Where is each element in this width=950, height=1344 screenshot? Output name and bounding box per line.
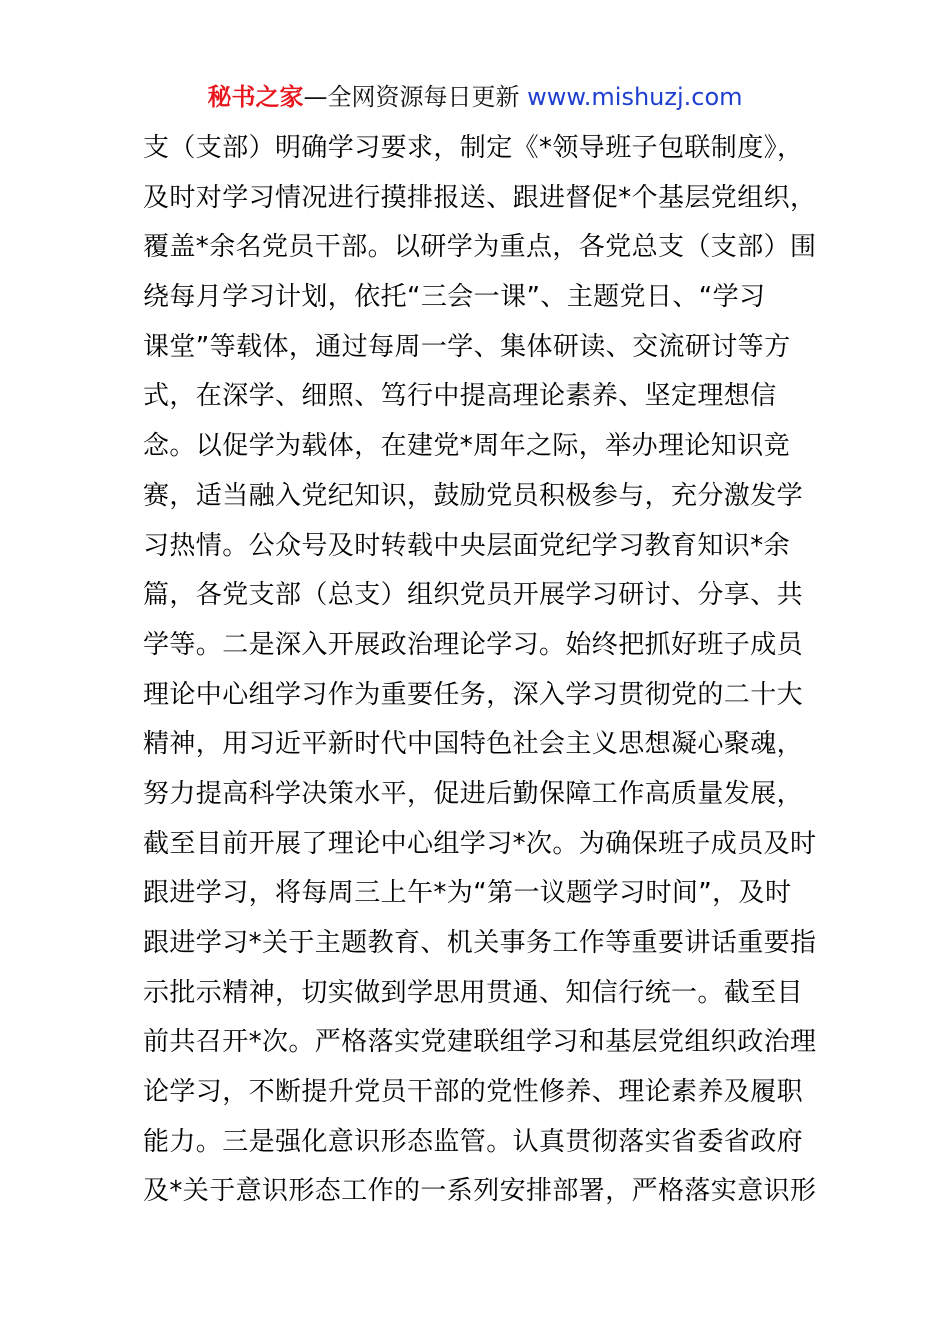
body-line: 式，在深学、细照、笃行中提高理论素养、坚定理想信 xyxy=(143,381,777,412)
site-brand: 秘书之家 xyxy=(207,83,304,111)
body-line: 努力提高科学决策水平，促进后勤保障工作高质量发展， xyxy=(143,778,804,809)
body-line: 赛，适当融入党纪知识，鼓励党员积极参与，充分激发学 xyxy=(143,480,804,511)
body-line: 能力。三是强化意识形态监管。认真贯彻落实省委省政府 xyxy=(143,1126,804,1157)
body-line: 及*关于意识形态工作的一系列安排部署，严格落实意识形 xyxy=(143,1176,817,1207)
body-line: 跟进学习，将每周三上午*为“第一议题学习时间”，及时 xyxy=(143,878,792,909)
body-line: 绕每月学习计划，依托“三会一课”、主题党日、“学习 xyxy=(143,282,766,313)
body-line: 前共召开*次。严格落实党建联组学习和基层党组织政治理 xyxy=(143,1027,817,1058)
page-header xyxy=(0,80,950,114)
site-tagline: —全网资源每日更新 xyxy=(303,83,528,111)
body-line: 篇，各党支部（总支）组织党员开展学习研讨、分享、共 xyxy=(143,580,804,611)
body-line: 示批示精神，切实做到学思用贯通、知信行统一。截至目 xyxy=(143,977,804,1008)
body-line: 念。以促学为载体，在建党*周年之际，举办理论知识竞 xyxy=(143,431,791,462)
body-line: 覆盖*余名党员干部。以研学为重点，各党总支（支部）围 xyxy=(143,232,817,263)
body-line: 习热情。公众号及时转载中央层面党纪学习教育知识*余 xyxy=(143,530,791,561)
body-line: 截至目前开展了理论中心组学习*次。为确保班子成员及时 xyxy=(143,828,817,859)
body-line: 及时对学习情况进行摸排报送、跟进督促*个基层党组织， xyxy=(143,182,817,213)
body-line: 课堂”等载体，通过每周一学、集体研读、交流研讨等方 xyxy=(143,331,791,362)
site-url-link[interactable]: www.mishuzj.com xyxy=(527,83,743,111)
body-line: 论学习，不断提升党员干部的党性修养、理论素养及履职 xyxy=(143,1077,804,1108)
body-line: 学等。二是深入开展政治理论学习。始终把抓好班子成员 xyxy=(143,629,804,660)
body-line: 理论中心组学习作为重要任务，深入学习贯彻党的二十大 xyxy=(143,679,804,710)
body-line: 跟进学习*关于主题教育、机关事务工作等重要讲话重要指 xyxy=(143,928,817,958)
body-line: 精神，用习近平新时代中国特色社会主义思想凝心聚魂， xyxy=(143,729,804,760)
body-line: 支（支部）明确学习要求，制定《*领导班子包联制度》， xyxy=(143,133,804,163)
document-body xyxy=(143,124,817,1217)
